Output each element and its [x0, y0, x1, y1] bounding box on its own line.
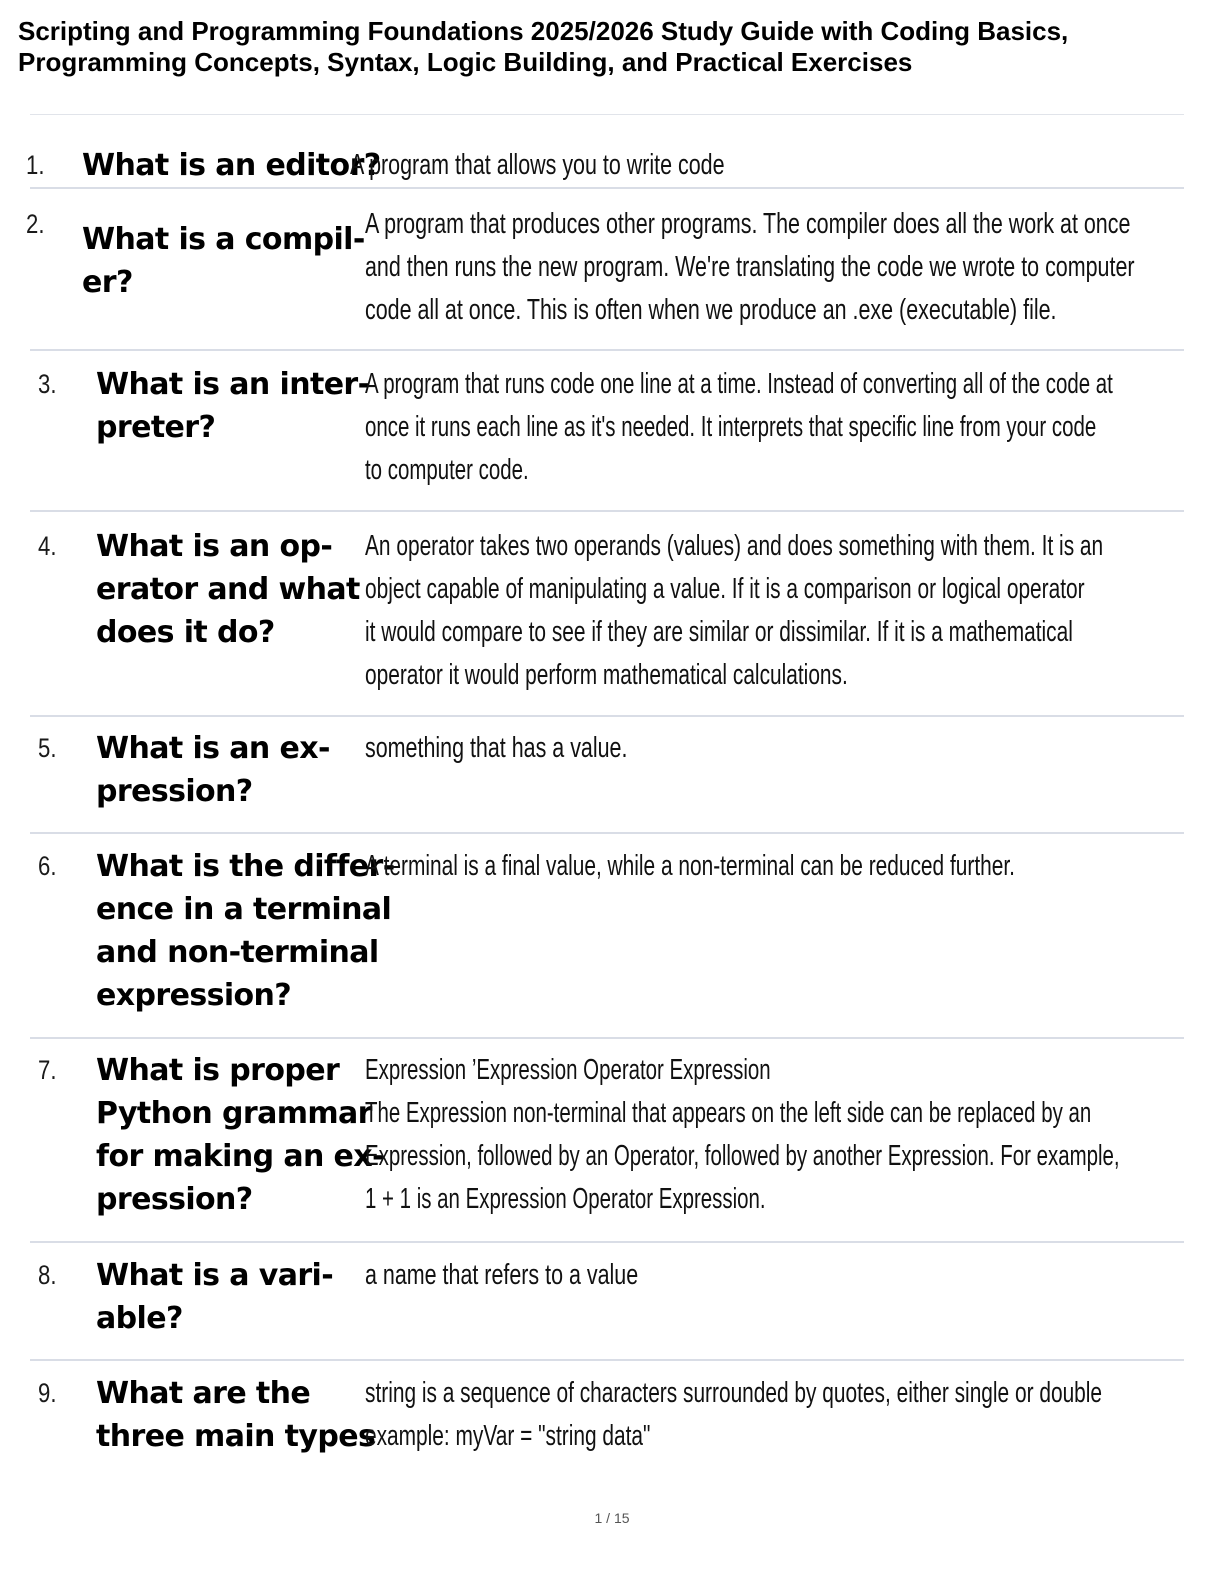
answer-line: and then runs the new program. We're translating the code we wrote to computer: [365, 251, 1135, 283]
card-question: [96, 363, 369, 449]
flashcard-6: [30, 845, 1184, 1039]
question-line: What is an ex-: [96, 731, 330, 766]
card-answer: [365, 203, 1135, 332]
card-number: 9.: [38, 1378, 57, 1408]
answer-line: Expression ’Expression Operator Expression: [365, 1054, 771, 1086]
answer-line: The Expression non-terminal that appears on the left side can be replaced by an: [365, 1097, 1092, 1129]
card-number: 2.: [26, 209, 45, 239]
question-line: able?: [96, 1301, 183, 1336]
question-line: for making an ex-: [96, 1139, 384, 1174]
card-question: [96, 525, 360, 654]
card-number: 4.: [38, 531, 57, 561]
answer-line: once it runs each line as it's needed. It interprets that specific line from your code: [365, 411, 1097, 443]
question-line: What is the differ-: [96, 849, 395, 884]
question-line: er?: [82, 265, 133, 300]
card-answer: [365, 1254, 638, 1297]
card-question: [82, 144, 381, 187]
question-line: preter?: [96, 410, 216, 445]
flashcard-5: [30, 727, 1184, 834]
card-number: 7.: [38, 1055, 57, 1085]
card-answer: [365, 1049, 1120, 1221]
card-answer: [365, 845, 1015, 888]
card-number: 8.: [38, 1260, 57, 1290]
flashcard-1: [26, 144, 1184, 189]
answer-line: to computer code.: [365, 454, 529, 486]
card-question: [96, 1372, 375, 1458]
flashcard-2: [26, 203, 1184, 351]
card-number: 5.: [38, 733, 57, 763]
answer-line: it would compare to see if they are similar or dissimilar. If it is a mathematical: [365, 616, 1073, 648]
question-line: pression?: [96, 1182, 253, 1217]
card-answer: [365, 525, 1103, 697]
question-line: What is a compil-: [82, 222, 365, 257]
question-line: pression?: [96, 774, 253, 809]
question-line: does it do?: [96, 615, 275, 650]
title-line-1: Scripting and Programming Foundations 2025/2026 Study Guide with Coding Basics,: [18, 16, 1069, 46]
question-line: and non-terminal: [96, 935, 379, 970]
card-number: 6.: [38, 851, 57, 881]
question-line: What are the: [96, 1376, 311, 1411]
flashcard-8: [30, 1254, 1184, 1361]
answer-line: An operator takes two operands (values) and does something with them. It is an: [365, 530, 1104, 562]
title-line-2: Programming Concepts, Syntax, Logic Building, and Practical Exercises: [18, 47, 913, 77]
answer-line: something that has a value.: [365, 732, 628, 764]
question-line: erator and what: [96, 572, 360, 607]
question-line: expression?: [96, 978, 292, 1013]
question-line: three main types: [96, 1419, 376, 1454]
card-answer: [365, 1372, 1102, 1458]
answer-line: string is a sequence of characters surrounded by quotes, either single or double: [365, 1377, 1103, 1409]
card-question: [96, 727, 330, 813]
flashcard-4: [30, 525, 1184, 717]
answer-line: a name that refers to a value: [365, 1259, 639, 1291]
answer-line: code all at once. This is often when we produce an .exe (executable) file.: [365, 294, 1057, 326]
question-line: What is an inter-: [96, 367, 370, 402]
question-line: What is an op-: [96, 529, 333, 564]
card-question: [96, 1049, 384, 1221]
answer-line: A program that allows you to write code: [350, 149, 725, 181]
card-question: [96, 1254, 333, 1340]
answer-line: example: myVar = "string data": [365, 1420, 651, 1452]
question-line: What is a vari-: [96, 1258, 334, 1293]
answer-line: A terminal is a final value, while a non-terminal can be reduced further.: [365, 850, 1015, 882]
flashcard-7: [30, 1049, 1184, 1243]
card-question: [96, 845, 395, 1017]
document-title: [18, 16, 1208, 78]
card-answer: [365, 363, 1113, 492]
answer-line: 1 + 1 is an Expression Operator Expression.: [365, 1183, 766, 1215]
answer-line: A program that produces other programs. The compiler does all the work at once: [365, 208, 1131, 240]
card-answer: [365, 727, 627, 770]
flashcard-9: [30, 1372, 1184, 1462]
answer-line: A program that runs code one line at a time. Instead of converting all of the code at: [365, 368, 1113, 400]
flashcard-3: [30, 363, 1184, 512]
answer-line: operator it would perform mathematical calculations.: [365, 659, 848, 691]
title-divider: [30, 114, 1184, 115]
page-indicator: 1 / 15: [594, 1510, 630, 1526]
card-question: [82, 218, 365, 304]
question-line: What is an editor?: [82, 148, 381, 183]
answer-line: object capable of manipulating a value. If it is a comparison or logical operator: [365, 573, 1085, 605]
card-answer: [350, 144, 725, 187]
question-line: What is proper: [96, 1053, 340, 1088]
card-number: 1.: [26, 150, 45, 180]
answer-line: Expression, followed by an Operator, followed by another Expression. For example,: [365, 1140, 1120, 1172]
question-line: Python grammar: [96, 1096, 372, 1131]
card-number: 3.: [38, 369, 57, 399]
question-line: ence in a terminal: [96, 892, 392, 927]
